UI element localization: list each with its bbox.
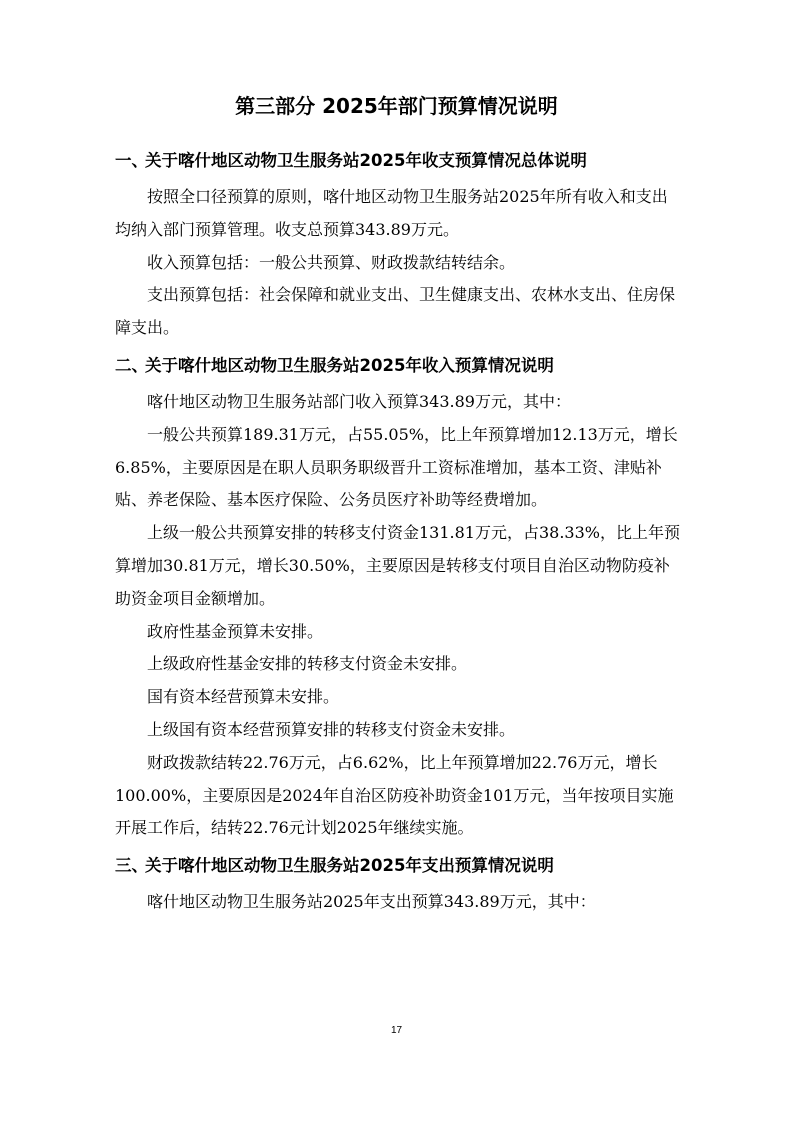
section-heading-3 bbox=[115, 854, 680, 878]
paragraph bbox=[115, 517, 680, 615]
section-heading-text: 关于喀什地区动物卫生服务站2025年支出预算情况说明 bbox=[145, 856, 554, 876]
paragraph bbox=[115, 681, 680, 714]
paragraph bbox=[115, 886, 680, 919]
section-heading-text: 关于喀什地区动物卫生服务站2025年收支预算情况总体说明 bbox=[145, 151, 587, 170]
paragraph-text: 喀什地区动物卫生服务站2025年支出预算343.89万元，其中： bbox=[147, 892, 596, 912]
paragraph-text: 政府性基金预算未安排。 bbox=[147, 621, 324, 641]
paragraph bbox=[115, 247, 680, 280]
section-number: 一、 bbox=[115, 151, 148, 170]
paragraph-text: 上级一般公共预算安排的转移支付资金131.81万元，占38.33%，比上年预算增加30.81万元，增长30.50%，主要原因是转移支付项目自治区动物防疫补助资金项目金额增加。 bbox=[115, 523, 680, 608]
page-title: 第三部分 2025年部门预算情况说明 bbox=[235, 94, 558, 118]
paragraph bbox=[115, 279, 680, 345]
paragraph-text: 一般公共预算189.31万元，占55.05%，比上年预算增加12.13万元，增长6.85%，主要原因是在职人员职务职级晋升工资标准增加，基本工资、津贴补贴、养老保险、基本医疗保险、公务员医疗补助等经费增加。 bbox=[115, 424, 678, 510]
section-heading-text: 关于喀什地区动物卫生服务站2025年收入预算情况说明 bbox=[145, 355, 554, 375]
paragraph-text: 按照全口径预算的原则，喀什地区动物卫生服务站2025年所有收入和支出均纳入部门预算管理。收支总预算343.89万元。 bbox=[115, 187, 668, 239]
page-number: 17 bbox=[390, 1025, 403, 1036]
paragraph bbox=[115, 181, 680, 247]
paragraph bbox=[115, 419, 680, 517]
paragraph bbox=[115, 648, 680, 681]
paragraph-text: 财政拨款结转22.76万元，占6.62%，比上年预算增加22.76万元，增长100.00%，主要原因是2024年自治区防疫补助资金101万元，当年按项目实施开展工作后，结转22.76元计划2025年继续实施。 bbox=[115, 752, 674, 838]
paragraph bbox=[115, 616, 680, 649]
section-number: 二、 bbox=[115, 355, 148, 375]
paragraph-text: 收入预算包括：一般公共预算、财政拨款结转结余。 bbox=[147, 252, 516, 272]
section-heading-1 bbox=[115, 149, 680, 173]
section-heading-2 bbox=[115, 354, 680, 378]
paragraph bbox=[115, 747, 680, 845]
paragraph-text: 喀什地区动物卫生服务站部门收入预算343.89万元，其中： bbox=[147, 391, 571, 411]
document-body bbox=[115, 140, 680, 919]
paragraph bbox=[115, 714, 680, 747]
paragraph-text: 上级国有资本经营预算安排的转移支付资金未安排。 bbox=[147, 719, 516, 739]
paragraph-text: 国有资本经营预算未安排。 bbox=[147, 687, 340, 707]
section-number: 三、 bbox=[115, 856, 148, 876]
paragraph-text: 支出预算包括：社会保障和就业支出、卫生健康支出、农林水支出、住房保障支出。 bbox=[115, 285, 676, 338]
paragraph bbox=[115, 386, 680, 419]
paragraph-text: 上级政府性基金安排的转移支付资金未安排。 bbox=[147, 654, 468, 674]
